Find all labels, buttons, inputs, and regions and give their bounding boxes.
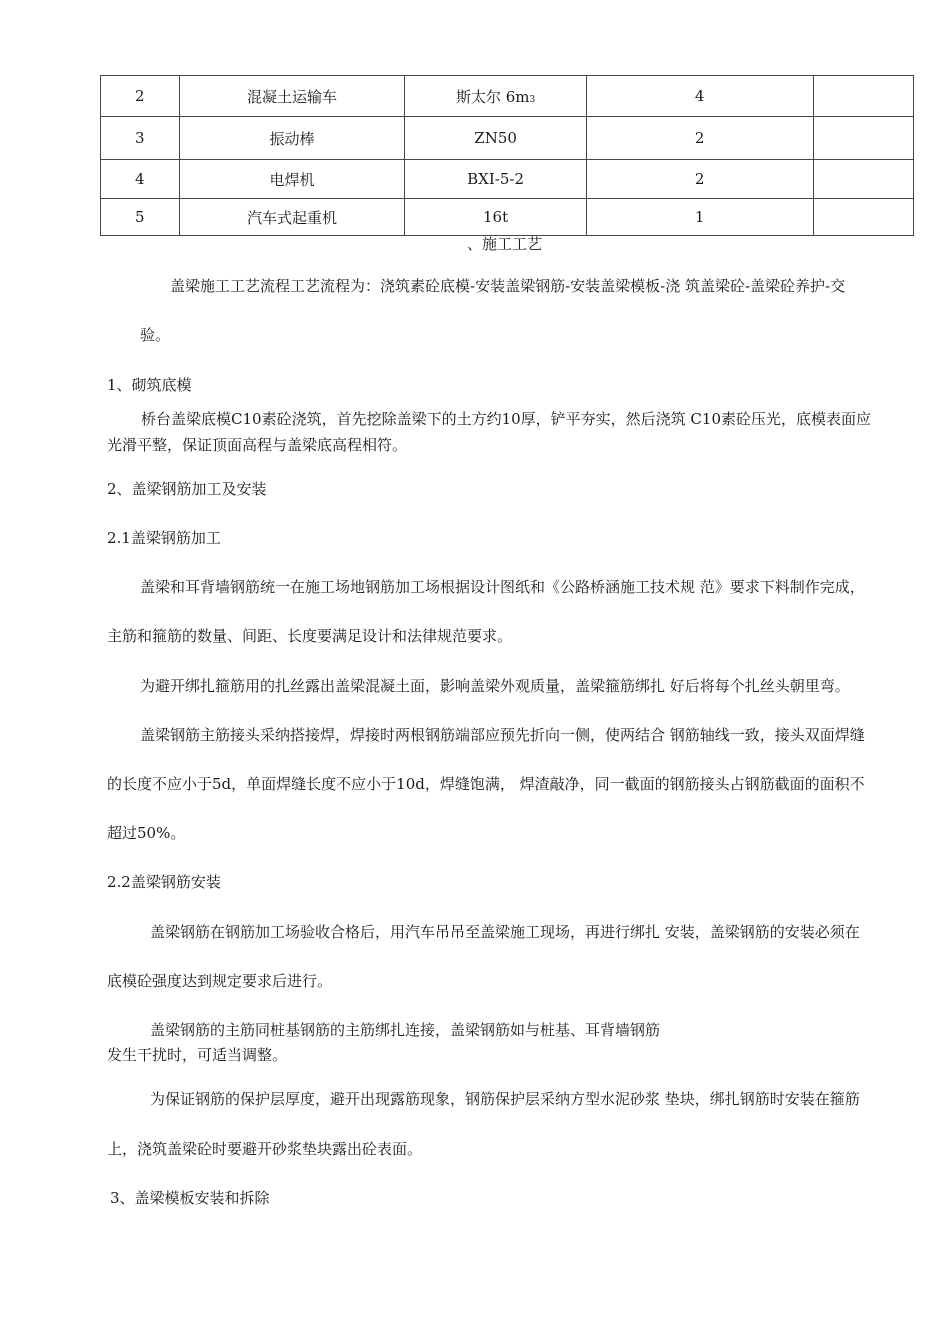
cell-note <box>813 76 913 117</box>
heading-3: 3、盖梁模板安装和拆除 <box>110 1189 270 1207</box>
paragraph-line: 验。 <box>140 326 171 344</box>
cell-number: 2 <box>101 76 180 117</box>
cell-quantity: 2 <box>586 117 813 160</box>
cell-quantity: 4 <box>586 76 813 117</box>
heading-2-2: 2.2盖梁钢筋安装 <box>107 873 221 891</box>
paragraph-line: 底模砼强度达到规定要求后进行。 <box>107 972 333 990</box>
paragraph-line: 盖梁和耳背墙钢筋统一在施工场地钢筋加工场根据设计图纸和《公路桥涵施工技术规 范》要求下料制作完成， <box>140 578 865 596</box>
paragraph-line: 桥台盖梁底模C10素砼浇筑，首先挖除盖梁下的土方约10厚，铲平夯实，然后浇筑 C10素砼压光，底模表面应 <box>141 410 871 428</box>
heading-2-1: 2.1盖梁钢筋加工 <box>107 529 221 547</box>
paragraph-line: 盖梁钢筋在钢筋加工场验收合格后，用汽车吊吊至盖梁施工现场，再进行绑扎 安装，盖梁钢筋的安装必须在 <box>150 923 860 941</box>
cell-name: 汽车式起重机 <box>179 199 405 236</box>
model-subscript: 3 <box>529 94 536 105</box>
paragraph-line: 光滑平整，保证顶面高程与盖梁底高程相符。 <box>107 436 408 454</box>
paragraph-line: 超过50%。 <box>107 824 186 842</box>
cell-quantity: 2 <box>586 160 813 199</box>
paragraph-line: 盖梁钢筋的主筋同桩基钢筋的主筋绑扎连接，盖梁钢筋如与桩基、耳背墙钢筋 <box>150 1021 661 1039</box>
table-row <box>101 160 914 199</box>
paragraph-line: 盖梁施工工艺流程工艺流程为：浇筑素砼底模-安装盖梁钢筋-安装盖梁模板-浇 筑盖梁砼-盖梁砼养护-交 <box>170 277 846 295</box>
cell-model: ZN50 <box>405 117 586 160</box>
cell-number: 4 <box>101 160 180 199</box>
table-row <box>101 199 914 236</box>
cell-name: 混凝土运输车 <box>179 76 405 117</box>
model-text: 斯太尔 6m <box>455 87 530 106</box>
cell-note <box>813 160 913 199</box>
equipment-table <box>100 75 914 236</box>
cell-name: 振动棒 <box>179 117 405 160</box>
cell-note <box>813 199 913 236</box>
table-row <box>101 76 914 117</box>
cell-number: 5 <box>101 199 180 236</box>
paragraph-line: 发生干扰时，可适当调整。 <box>107 1046 288 1064</box>
cell-model: BXI-5-2 <box>405 160 586 199</box>
cell-model: 16t <box>405 199 586 236</box>
cell-quantity: 1 <box>586 199 813 236</box>
table-row <box>101 117 914 160</box>
cell-number: 3 <box>101 117 180 160</box>
paragraph-line: 主筋和箍筋的数量、间距、长度要满足设计和法律规范要求。 <box>107 627 513 645</box>
cell-model <box>405 76 586 117</box>
heading-1: 1、砌筑底模 <box>107 376 192 394</box>
paragraph-line: 的长度不应小于5d，单面焊缝长度不应小于10d，焊缝饱满， 焊渣敲净，同一截面的钢筋接头占钢筋截面的面积不 <box>107 775 865 793</box>
cell-note <box>813 117 913 160</box>
paragraph-line: 为避开绑扎箍筋用的扎丝露出盖梁混凝土面，影响盖梁外观质量，盖梁箍筋绑扎 好后将每个扎丝头朝里弯。 <box>140 677 850 695</box>
heading-2: 2、盖梁钢筋加工及安装 <box>107 480 267 498</box>
paragraph-line: 为保证钢筋的保护层厚度，避开出现露筋现象，钢筋保护层采纳方型水泥砂浆 垫块，绑扎钢筋时安装在箍筋 <box>150 1090 860 1108</box>
paragraph-line: 盖梁钢筋主筋接头采纳搭接焊，焊接时两根钢筋端部应预先折向一侧，使两结合 钢筋轴线一致，接头双面焊缝 <box>140 726 865 744</box>
section-title: 、施工工艺 <box>467 235 543 253</box>
paragraph-line: 上，浇筑盖梁砼时要避开砂浆垫块露出砼表面。 <box>107 1140 423 1158</box>
cell-name: 电焊机 <box>179 160 405 199</box>
